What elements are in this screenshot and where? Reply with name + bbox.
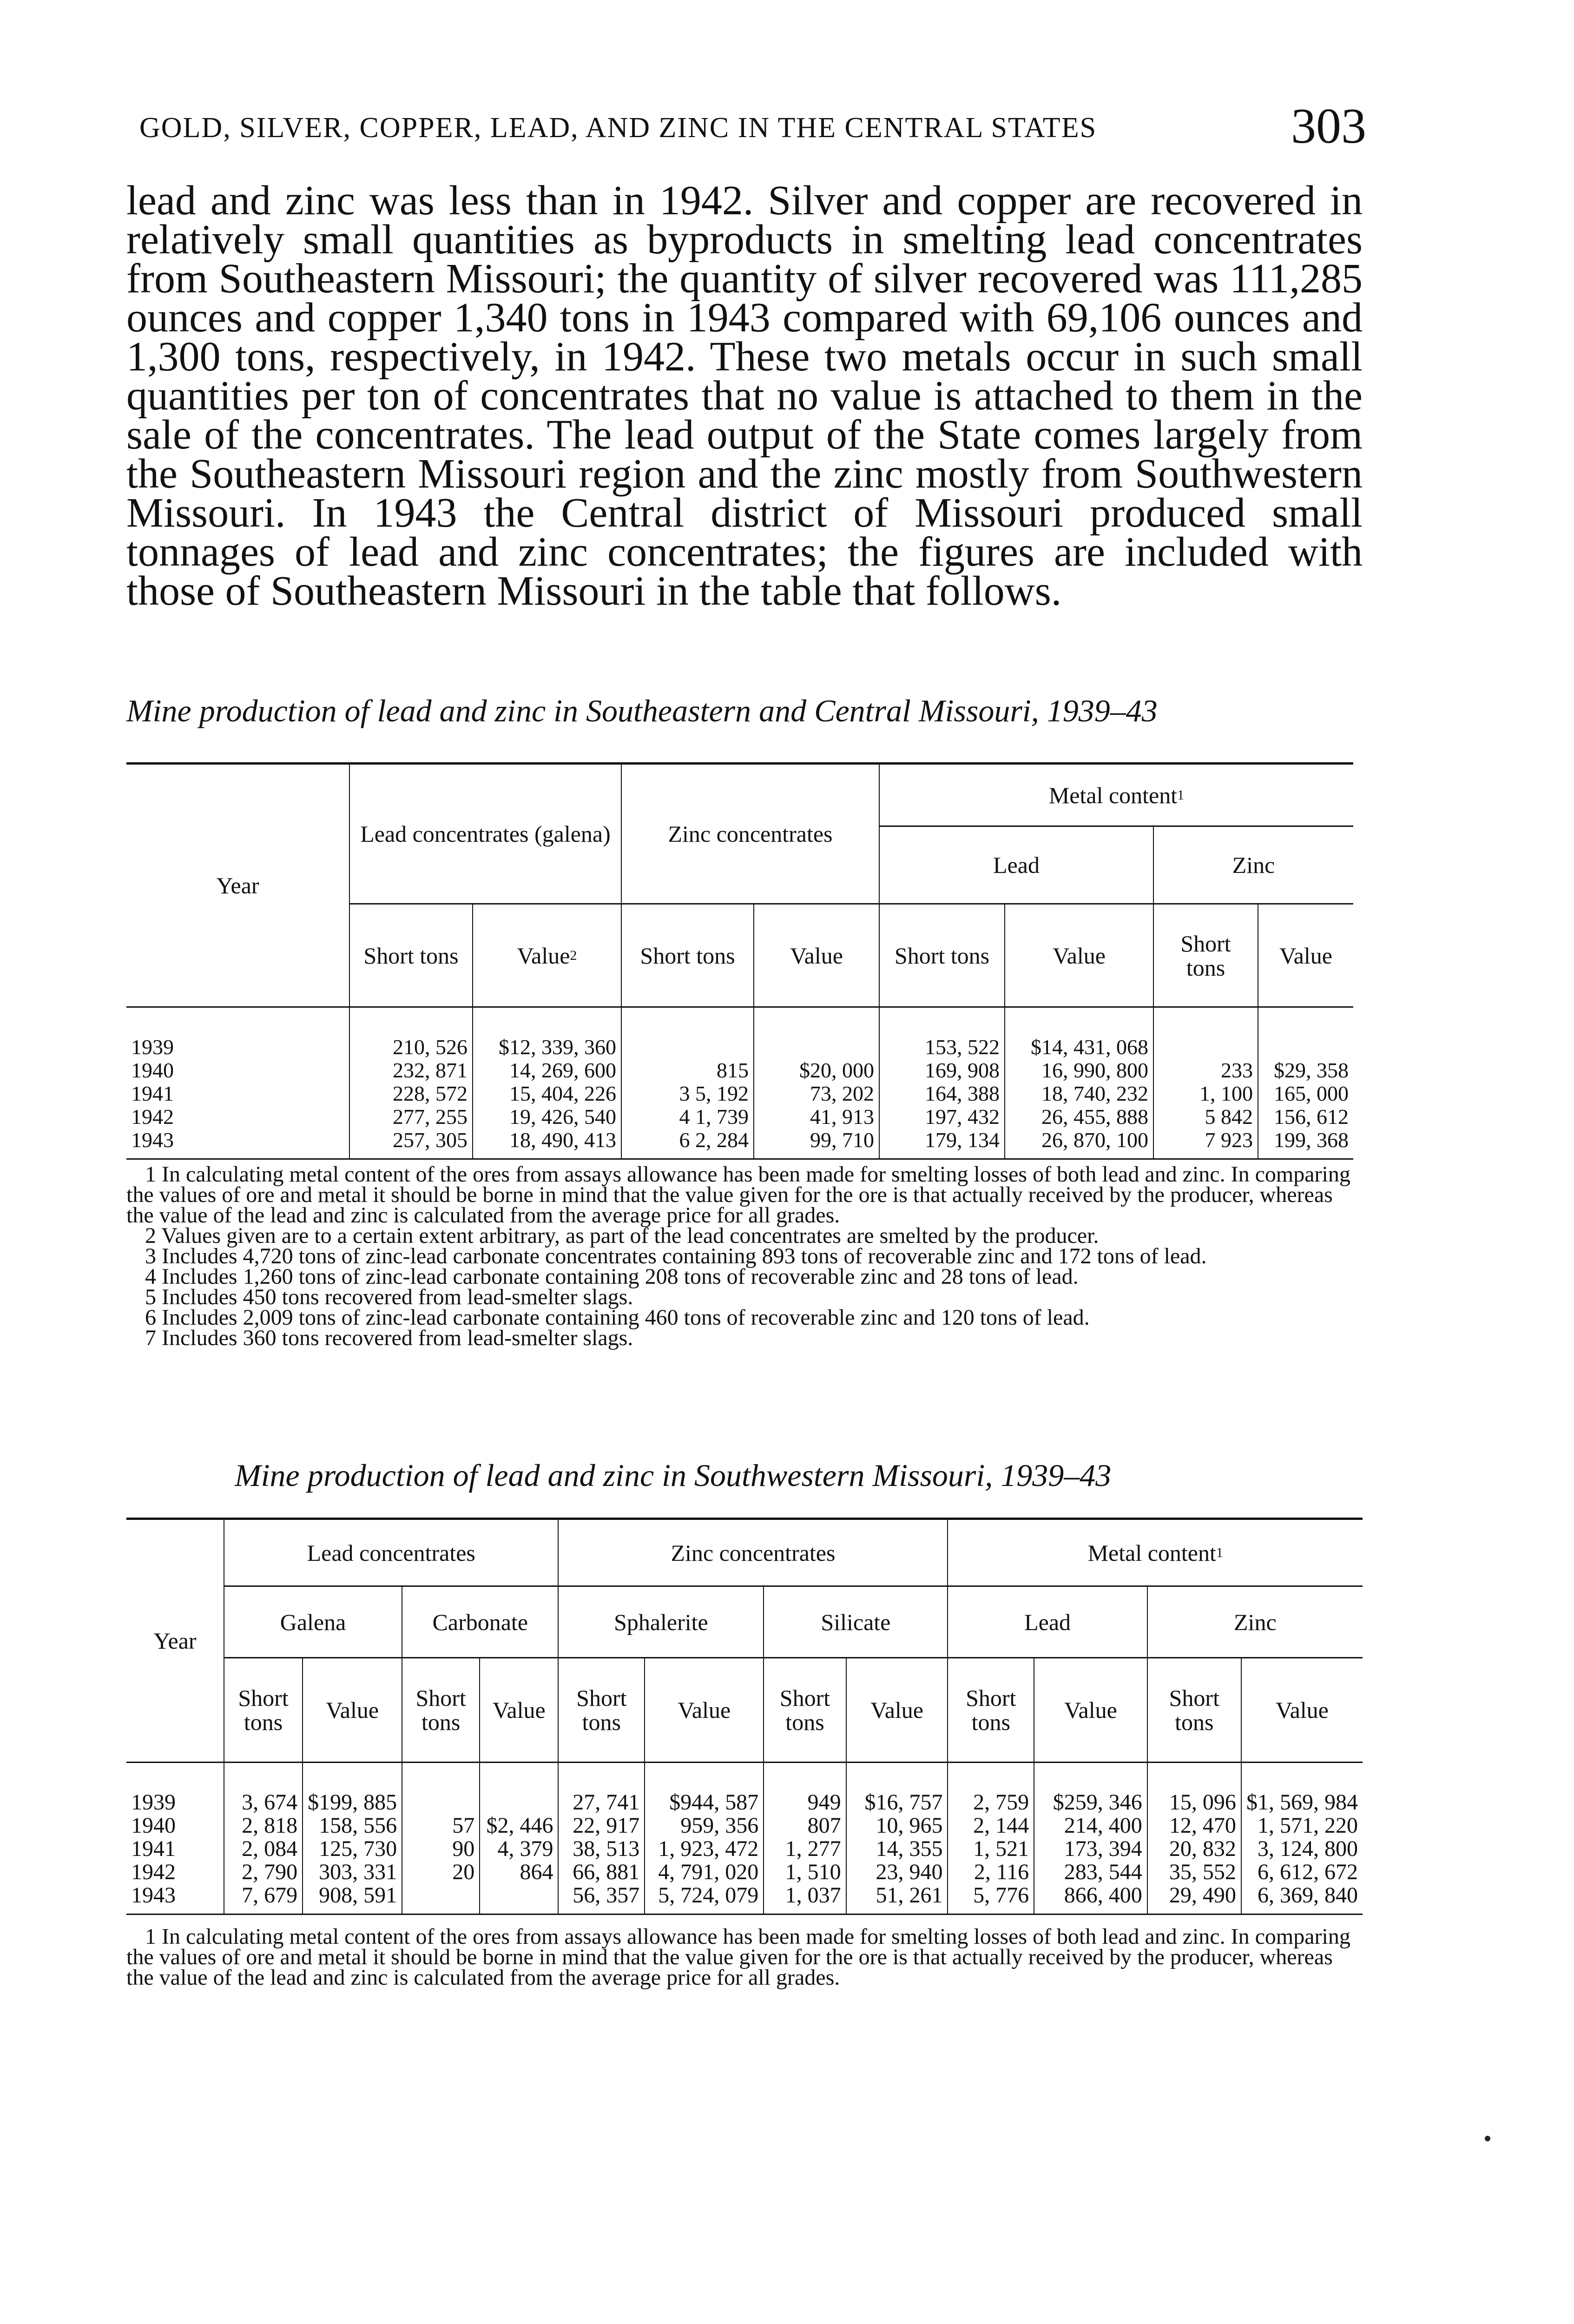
table2-header-value: Value (645, 1658, 764, 1763)
table-cell: 20, 832 (1147, 1837, 1241, 1861)
table-cell (402, 1884, 480, 1915)
table-cell (1153, 1007, 1258, 1059)
table2-header-zinc-concentrates: Zinc concentrates (558, 1519, 948, 1586)
table1-header-value: Value (1258, 904, 1353, 1007)
table2-footnotes (126, 1924, 1363, 1990)
footnote-3: 3 Includes 4,720 tons of zinc-lead carbonate concentrates containing 893 tons of recoverable zinc and 172 tons of lead. (145, 1244, 1207, 1268)
table-cell: 73, 202 (754, 1082, 879, 1105)
table-cell: 179, 134 (879, 1129, 1005, 1159)
footnote-1: 1 In calculating metal content of the ores from assays allowance has been made for smelting losses of both lead and zinc. In comparing the values of ore and metal it should be borne in mind that the value given for the ore is that actually received by the producer, whereas the value of the lead and zinc is calculated from the average price for all grades. (126, 1924, 1350, 1990)
table-cell (402, 1763, 480, 1815)
table-cell: 29, 490 (1147, 1884, 1241, 1915)
year-cell: 1943 (126, 1884, 224, 1915)
table-cell: 10, 965 (846, 1814, 948, 1837)
table-cell: $12, 339, 360 (473, 1007, 621, 1059)
body-paragraph: lead and zinc was less than in 1942. Silver and copper are recovered in relatively small quantities as byproducts in smelting lead concentrates from Southeastern Missouri; the quantity of silver recovered was 111,285 ounces and copper 1,340 tons in 1943 compared with 69,106 ounces and 1,300 tons, respectively, in 1942. These two metals occur in such small quantities per ton of concentrates that no value is attached to them in the sale of the concentrates. The lead output of the State comes largely from the Southeastern Missouri region and the zinc mostly from Southwestern Missouri. In 1943 the Central district of Missouri produced small tonnages of lead and zinc concentrates; the figures are included with those of Southeastern Missouri in the table that follows. (126, 178, 1363, 614)
table-cell: 169, 908 (879, 1059, 1005, 1082)
table-cell: 1, 510 (764, 1861, 846, 1884)
table-cell: 2, 790 (224, 1861, 303, 1884)
table2-header-short-tons: Short tons (1147, 1658, 1241, 1763)
table2-header-lead: Lead (948, 1586, 1147, 1658)
footnote-4: 4 Includes 1,260 tons of zinc-lead carbonate containing 208 tons of recoverable zinc and 28 tons of lead. (145, 1264, 1079, 1289)
table-cell: 27, 741 (558, 1763, 645, 1815)
table2-header-value: Value (480, 1658, 558, 1763)
running-head (139, 98, 1366, 154)
table1-header-zinc: Zinc (1153, 826, 1353, 904)
table-cell: 18, 740, 232 (1005, 1082, 1153, 1105)
table-row (126, 1861, 1363, 1884)
table2-header-sphalerite: Sphalerite (558, 1586, 764, 1658)
table-row (126, 1007, 1353, 1059)
year-cell: 1941 (131, 1082, 174, 1105)
table-cell: 14, 355 (846, 1837, 948, 1861)
year-cell: 1939 (131, 1035, 174, 1059)
table-cell: 2, 084 (224, 1837, 303, 1861)
table-cell: 15, 096 (1147, 1763, 1241, 1815)
table-cell: 173, 394 (1034, 1837, 1147, 1861)
table-cell: 35, 552 (1147, 1861, 1241, 1884)
footnote-7: 7 Includes 360 tons recovered from lead-smelter slags. (145, 1326, 633, 1350)
table1-header-metal-content: Metal content$^1$ (879, 764, 1353, 826)
table-cell: 197, 432 (879, 1105, 1005, 1129)
table-cell: $2, 446 (480, 1814, 558, 1837)
table2-header-short-tons: Short tons (402, 1658, 480, 1763)
table-cell: $16, 757 (846, 1763, 948, 1815)
table-cell: 5, 724, 079 (645, 1884, 764, 1915)
table-cell: 3, 124, 800 (1241, 1837, 1363, 1861)
page-number: 303 (1291, 99, 1366, 154)
table-cell: 125, 730 (303, 1837, 402, 1861)
table-cell: 233 (1153, 1059, 1258, 1082)
table-cell: 1, 521 (948, 1837, 1034, 1861)
table2-header-metal-content: Metal content$^1$ (948, 1519, 1363, 1586)
table-cell: $199, 885 (303, 1763, 402, 1815)
table-cell: 5 842 (1153, 1105, 1258, 1129)
table-cell: 22, 917 (558, 1814, 645, 1837)
table-cell: 90 (402, 1837, 480, 1861)
table1-header-lead: Lead (879, 826, 1153, 904)
table-cell: $14, 431, 068 (1005, 1007, 1153, 1059)
table-cell: 4, 791, 020 (645, 1861, 764, 1884)
table1-header-year: Year (126, 764, 349, 1007)
table2-header-value: Value (1034, 1658, 1147, 1763)
table1-header-value: Value (754, 904, 879, 1007)
table-cell: 7, 679 (224, 1884, 303, 1915)
table-cell: 807 (764, 1814, 846, 1837)
table-cell: $29, 358 (1258, 1059, 1353, 1082)
table-cell (480, 1884, 558, 1915)
table-cell: 1, 277 (764, 1837, 846, 1861)
table-cell (480, 1763, 558, 1815)
table-cell (1258, 1007, 1353, 1059)
speck-mark (1485, 2136, 1490, 2141)
table-cell: 210, 526 (349, 1007, 473, 1059)
table-cell: 16, 990, 800 (1005, 1059, 1153, 1082)
table-cell: 4 1, 739 (621, 1105, 754, 1129)
table1-header-short-tons: Short tons (879, 904, 1005, 1007)
table1-header-value: Value (1005, 904, 1153, 1007)
table1-caption: Mine production of lead and zinc in Southeastern and Central Missouri, 1939–43 (126, 693, 1158, 728)
table-cell: $20, 000 (754, 1059, 879, 1082)
table-cell: 153, 522 (879, 1007, 1005, 1059)
table-cell: 864 (480, 1861, 558, 1884)
table-cell: 14, 269, 600 (473, 1059, 621, 1082)
table-cell: 19, 426, 540 (473, 1105, 621, 1129)
table-cell: 1, 571, 220 (1241, 1814, 1363, 1837)
running-head-title: GOLD, SILVER, COPPER, LEAD, AND ZINC IN THE CENTRAL STATES (139, 112, 1097, 144)
table-cell: 5, 776 (948, 1884, 1034, 1915)
table-cell: 232, 871 (349, 1059, 473, 1082)
table-row (126, 1105, 1353, 1129)
year-cell: 1941 (131, 1836, 176, 1861)
table2-header-value: Value (303, 1658, 402, 1763)
table-cell: $259, 346 (1034, 1763, 1147, 1815)
table-cell: 156, 612 (1258, 1105, 1353, 1129)
table-cell: 228, 572 (349, 1082, 473, 1105)
table-cell: 1, 100 (1153, 1082, 1258, 1105)
table-row (126, 1129, 1353, 1159)
year-cell: 1942 (131, 1105, 174, 1129)
table2-header-value: Value (846, 1658, 948, 1763)
table2-header-year: Year (126, 1519, 224, 1763)
table-cell: 2, 144 (948, 1814, 1034, 1837)
table-cell: 214, 400 (1034, 1814, 1147, 1837)
table-cell (754, 1007, 879, 1059)
table-row (126, 1763, 1363, 1815)
table-cell: 866, 400 (1034, 1884, 1147, 1915)
table1-footnotes (126, 1164, 1363, 1348)
table-row (126, 1059, 1353, 1082)
table1-header-lead-concentrates: Lead concentrates (galena) (349, 764, 621, 904)
table-cell: 57 (402, 1814, 480, 1837)
table-cell: 26, 455, 888 (1005, 1105, 1153, 1129)
footnote-1: 1 In calculating metal content of the ores from assays allowance has been made for smelting losses of both lead and zinc. In comparing the values of ore and metal it should be borne in mind that the value given for the ore is that actually received by the producer, whereas the value of the lead and zinc is calculated from the average price for all grades. (126, 1162, 1350, 1228)
table-cell: $944, 587 (645, 1763, 764, 1815)
table-cell: 56, 357 (558, 1884, 645, 1915)
table-cell: 15, 404, 226 (473, 1082, 621, 1105)
table1-header-zinc-concentrates: Zinc concentrates (621, 764, 879, 904)
table-cell: 23, 940 (846, 1861, 948, 1884)
table2 (126, 1518, 1363, 1915)
year-cell: 1940 (131, 1813, 176, 1838)
table-cell: 277, 255 (349, 1105, 473, 1129)
table-cell: 6, 612, 672 (1241, 1861, 1363, 1884)
year-cell: 1940 (131, 1058, 174, 1082)
table-cell: 2, 818 (224, 1814, 303, 1837)
table-cell: 7 923 (1153, 1129, 1258, 1159)
table2-caption: Mine production of lead and zinc in Southwestern Missouri, 1939–43 (235, 1458, 1112, 1493)
table-cell: 3 5, 192 (621, 1082, 754, 1105)
table-cell: 257, 305 (349, 1129, 473, 1159)
table-cell: $1, 569, 984 (1241, 1763, 1363, 1815)
table2-header-short-tons: Short tons (558, 1658, 645, 1763)
year-cell: 1942 (131, 1860, 176, 1884)
table-cell: 99, 710 (754, 1129, 879, 1159)
table-cell: 2, 116 (948, 1861, 1034, 1884)
table-cell: 908, 591 (303, 1884, 402, 1915)
table-cell: 38, 513 (558, 1837, 645, 1861)
table2-header-lead-concentrates: Lead concentrates (224, 1519, 559, 1586)
footnote-5: 5 Includes 450 tons recovered from lead-smelter slags. (145, 1285, 633, 1309)
table1-header-short-tons: Short tons (1153, 904, 1258, 1007)
table-cell: 164, 388 (879, 1082, 1005, 1105)
table-cell: 283, 544 (1034, 1861, 1147, 1884)
footnote-2: 2 Values given are to a certain extent arbitrary, as part of the lead concentrates are smelted by the producer. (145, 1223, 1099, 1248)
table-cell: 165, 000 (1258, 1082, 1353, 1105)
table2-header-short-tons: Short tons (948, 1658, 1034, 1763)
table-cell (621, 1007, 754, 1059)
table2-header-silicate: Silicate (764, 1586, 948, 1658)
table-row (126, 1884, 1363, 1915)
table-cell: 18, 490, 413 (473, 1129, 621, 1159)
table-cell: 3, 674 (224, 1763, 303, 1815)
footnote-6: 6 Includes 2,009 tons of zinc-lead carbonate containing 460 tons of recoverable zinc and 120 tons of lead. (145, 1305, 1090, 1330)
table-cell: 6 2, 284 (621, 1129, 754, 1159)
table2-header-value: Value (1241, 1658, 1363, 1763)
table2-header-short-tons: Short tons (764, 1658, 846, 1763)
table-cell: 158, 556 (303, 1814, 402, 1837)
table-cell: 303, 331 (303, 1861, 402, 1884)
table-cell: 2, 759 (948, 1763, 1034, 1815)
table-cell: 20 (402, 1861, 480, 1884)
table-cell: 66, 881 (558, 1861, 645, 1884)
table-cell: 1, 923, 472 (645, 1837, 764, 1861)
table-cell: 815 (621, 1059, 754, 1082)
table1 (126, 762, 1353, 1160)
table-cell: 51, 261 (846, 1884, 948, 1915)
table2-header-galena: Galena (224, 1586, 402, 1658)
table1-header-value: Value$^2$ (473, 904, 621, 1007)
table-cell: 199, 368 (1258, 1129, 1353, 1159)
table-cell: 6, 369, 840 (1241, 1884, 1363, 1915)
table1-header-short-tons: Short tons (349, 904, 473, 1007)
table-row (126, 1082, 1353, 1105)
table-cell: 12, 470 (1147, 1814, 1241, 1837)
table2-header-carbonate: Carbonate (402, 1586, 558, 1658)
table-cell: 26, 870, 100 (1005, 1129, 1153, 1159)
table2-header-zinc: Zinc (1147, 1586, 1363, 1658)
table-cell: 959, 356 (645, 1814, 764, 1837)
year-cell: 1943 (126, 1129, 349, 1159)
table2-header-short-tons: Short tons (224, 1658, 303, 1763)
table-cell: 4, 379 (480, 1837, 558, 1861)
table-row (126, 1814, 1363, 1837)
year-cell: 1939 (131, 1790, 176, 1815)
table-cell: 949 (764, 1763, 846, 1815)
table-cell: 41, 913 (754, 1105, 879, 1129)
table1-header-short-tons: Short tons (621, 904, 754, 1007)
table-cell: 1, 037 (764, 1884, 846, 1915)
table-row (126, 1837, 1363, 1861)
